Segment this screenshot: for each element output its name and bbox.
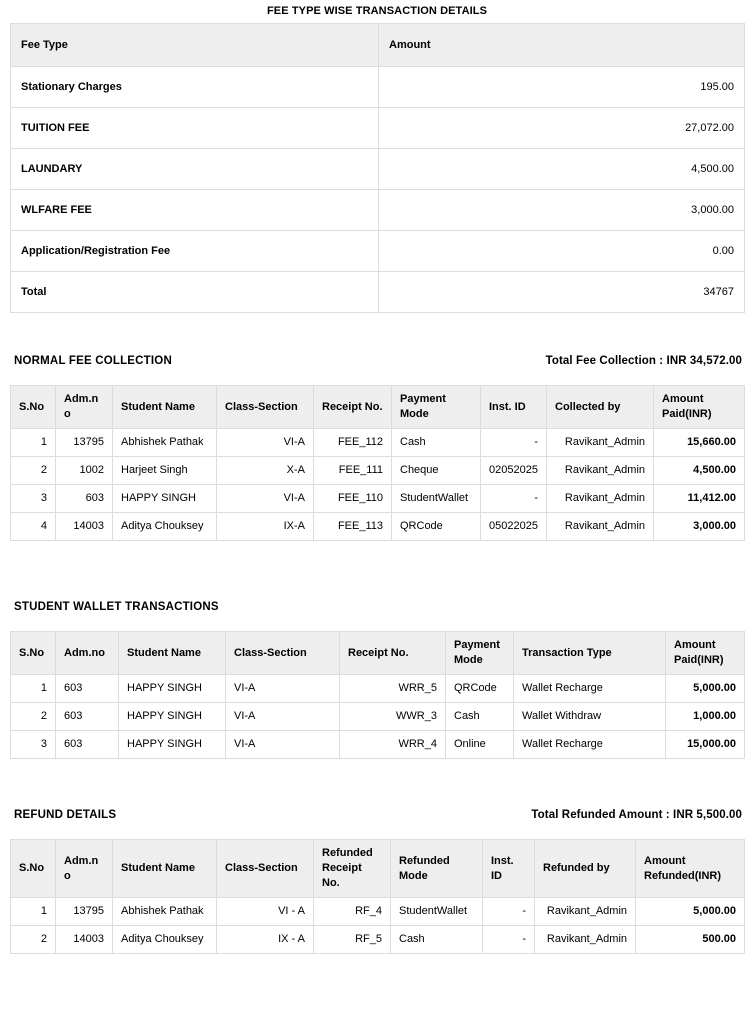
student-wallet-heading [0,601,754,613]
cell-receipt-no: FEE_112 [314,429,392,457]
col-header-receipt-no: Receipt No. [314,386,392,429]
table-row [11,731,745,759]
table-row [11,67,745,108]
cell-amount-paid: 15,000.00 [666,731,745,759]
col-header-student-name: Student Name [119,632,226,675]
cell-amount-paid: 1,000.00 [666,703,745,731]
cell-collected-by: Ravikant_Admin [547,485,654,513]
cell-amount: 4,500.00 [379,149,745,190]
section-title-student-wallet: STUDENT WALLET TRANSACTIONS [14,601,219,613]
normal-fee-collection-table [10,385,745,541]
cell-amount-paid: 4,500.00 [654,457,745,485]
col-header-admno: Adm.no [56,386,113,429]
col-header-sno: S.No [11,632,56,675]
col-header-refunded-by: Refunded by [535,840,636,898]
table-row [11,190,745,231]
spacer [0,821,754,839]
col-header-collected-by: Collected by [547,386,654,429]
cell-receipt-no: WRR_4 [340,731,446,759]
cell-class-section: VI - A [217,898,314,926]
cell-fee-type: Application/Registration Fee [11,231,379,272]
cell-collected-by: Ravikant_Admin [547,429,654,457]
cell-sno: 1 [11,898,56,926]
col-header-amount-paid-line2: Paid(INR) [662,408,712,420]
cell-receipt-no: FEE_111 [314,457,392,485]
cell-admno: 603 [56,703,119,731]
cell-class-section: VI-A [226,703,340,731]
cell-refunded-receipt-no: RF_4 [314,898,391,926]
col-header-payment-mode-line2: Mode [400,408,429,420]
refund-table-head [11,840,745,898]
col-header-amount-paid [666,632,745,675]
col-header-fee-type: Fee Type [11,24,379,67]
cell-payment-mode: Cash [392,429,481,457]
student-wallet-table-body [11,675,745,759]
col-header-payment-mode-line1: Payment [454,639,500,651]
col-header-refunded-mode [391,840,483,898]
col-header-student-name: Student Name [113,840,217,898]
col-header-payment-mode-line2: Mode [454,654,483,666]
col-header-class-section: Class-Section [226,632,340,675]
cell-payment-mode: Online [446,731,514,759]
normal-fee-collection-heading [0,355,754,367]
cell-transaction-type: Wallet Recharge [514,731,666,759]
table-row [11,513,745,541]
cell-class-section: VI-A [226,675,340,703]
col-header-refunded-receipt-no [314,840,391,898]
refund-table-wrap [0,839,754,954]
spacer [0,367,754,385]
col-header-payment-mode-line1: Payment [400,393,446,405]
cell-admno: 603 [56,485,113,513]
col-header-class-section: Class-Section [217,386,314,429]
cell-student-name: Aditya Chouksey [113,926,217,954]
cell-fee-type: WLFARE FEE [11,190,379,231]
cell-payment-mode: QRCode [392,513,481,541]
page-title: FEE TYPE WISE TRANSACTION DETAILS [266,5,488,17]
cell-class-section: IX-A [217,513,314,541]
cell-amount-paid: 3,000.00 [654,513,745,541]
cell-transaction-type: Wallet Withdraw [514,703,666,731]
spacer [0,613,754,631]
cell-transaction-type: Wallet Recharge [514,675,666,703]
table-row [11,898,745,926]
normal-fee-table-body [11,429,745,541]
cell-sno: 2 [11,457,56,485]
total-refunded-amount-label: Total Refunded Amount : INR 5,500.00 [531,809,742,821]
table-row-total [11,272,745,313]
cell-amount-paid: 11,412.00 [654,485,745,513]
normal-fee-table-head [11,386,745,429]
fee-type-table-wrap [0,23,754,313]
cell-sno: 2 [11,703,56,731]
cell-fee-type: Stationary Charges [11,67,379,108]
cell-sno: 3 [11,731,56,759]
cell-inst-id: - [481,485,547,513]
cell-amount-paid: 15,660.00 [654,429,745,457]
col-header-amount: Amount [379,24,745,67]
col-header-amount-paid-line1: Amount [674,639,716,651]
cell-student-name: Abhishek Pathak [113,429,217,457]
cell-payment-mode: Cash [446,703,514,731]
cell-class-section: IX - A [217,926,314,954]
cell-class-section: VI-A [217,485,314,513]
col-header-receipt-no: Receipt No. [340,632,446,675]
col-header-sno: S.No [11,840,56,898]
cell-receipt-no: WWR_3 [340,703,446,731]
cell-amount-refunded: 500.00 [636,926,745,954]
total-fee-collection-label: Total Fee Collection : INR 34,572.00 [545,355,742,367]
col-header-admno: Adm.no [56,632,119,675]
cell-student-name: HAPPY SINGH [119,675,226,703]
col-header-refunded-receipt-line2: Receipt No. [322,862,362,889]
cell-admno: 603 [56,731,119,759]
section-title-normal-fee: NORMAL FEE COLLECTION [14,355,172,367]
col-header-payment-mode [392,386,481,429]
col-header-refunded-receipt-line1: Refunded [322,847,373,859]
col-header-amount-paid [654,386,745,429]
table-row [11,429,745,457]
col-header-student-name: Student Name [113,386,217,429]
cell-refunded-receipt-no: RF_5 [314,926,391,954]
table-header-row [11,632,745,675]
student-wallet-table-wrap [0,631,754,759]
cell-refunded-by: Ravikant_Admin [535,898,636,926]
table-header-row [11,24,745,67]
cell-sno: 2 [11,926,56,954]
cell-admno: 14003 [56,926,113,954]
cell-class-section: VI-A [217,429,314,457]
cell-sno: 1 [11,429,56,457]
cell-amount: 195.00 [379,67,745,108]
cell-sno: 4 [11,513,56,541]
col-header-amount-paid-line2: Paid(INR) [674,654,724,666]
table-header-row [11,386,745,429]
col-header-sno: S.No [11,386,56,429]
cell-amount-total: 34767 [379,272,745,313]
table-row [11,675,745,703]
col-header-amount-refunded [636,840,745,898]
fee-type-table-head [11,24,745,67]
cell-student-name: Harjeet Singh [113,457,217,485]
cell-collected-by: Ravikant_Admin [547,457,654,485]
cell-admno: 1002 [56,457,113,485]
col-header-refunded-mode-line2: Mode [399,869,428,882]
cell-inst-id: - [483,926,535,954]
section-title-refund-details: REFUND DETAILS [14,809,117,821]
cell-payment-mode: StudentWallet [392,485,481,513]
table-row [11,926,745,954]
col-header-admno: Adm.no [56,840,113,898]
cell-refunded-mode: Cash [391,926,483,954]
cell-admno: 14003 [56,513,113,541]
table-row [11,457,745,485]
cell-admno: 603 [56,675,119,703]
cell-student-name: HAPPY SINGH [113,485,217,513]
cell-fee-type: LAUNDARY [11,149,379,190]
cell-receipt-no: FEE_110 [314,485,392,513]
cell-refunded-by: Ravikant_Admin [535,926,636,954]
student-wallet-table-head [11,632,745,675]
col-header-amount-refunded-line1: Amount [644,854,686,867]
spacer [0,313,754,355]
cell-sno: 3 [11,485,56,513]
cell-amount-refunded: 5,000.00 [636,898,745,926]
cell-student-name: Abhishek Pathak [113,898,217,926]
cell-inst-id: - [483,898,535,926]
cell-amount: 0.00 [379,231,745,272]
col-header-payment-mode [446,632,514,675]
cell-sno: 1 [11,675,56,703]
cell-payment-mode: Cheque [392,457,481,485]
spacer [0,759,754,809]
table-row [11,703,745,731]
refund-details-table [10,839,745,954]
col-header-refunded-mode-line1: Refunded [399,854,450,867]
cell-class-section: VI-A [226,731,340,759]
cell-refunded-mode: StudentWallet [391,898,483,926]
table-row [11,149,745,190]
cell-payment-mode: QRCode [446,675,514,703]
cell-fee-type: TUITION FEE [11,108,379,149]
cell-admno: 13795 [56,429,113,457]
cell-collected-by: Ravikant_Admin [547,513,654,541]
col-header-amount-refunded-line2: Refunded(INR) [644,869,721,882]
col-header-amount-paid-line1: Amount [662,393,704,405]
cell-student-name: Aditya Chouksey [113,513,217,541]
cell-amount: 3,000.00 [379,190,745,231]
cell-receipt-no: WRR_5 [340,675,446,703]
fee-type-wise-table [10,23,745,313]
table-row [11,108,745,149]
refund-details-heading [0,809,754,821]
cell-inst-id: - [481,429,547,457]
col-header-class-section: Class-Section [217,840,314,898]
cell-student-name: HAPPY SINGH [119,731,226,759]
cell-inst-id: 02052025 [481,457,547,485]
fee-type-table-body [11,67,745,313]
cell-fee-type-total-label: Total [11,272,379,313]
normal-fee-table-wrap [0,385,754,541]
col-header-inst-id: Inst. ID [483,840,535,898]
table-header-row [11,840,745,898]
student-wallet-transactions-table [10,631,745,759]
cell-class-section: X-A [217,457,314,485]
cell-inst-id: 05022025 [481,513,547,541]
cell-admno: 13795 [56,898,113,926]
col-header-transaction-type: Transaction Type [514,632,666,675]
cell-amount: 27,072.00 [379,108,745,149]
table-row [11,231,745,272]
cell-amount-paid: 5,000.00 [666,675,745,703]
cell-receipt-no: FEE_113 [314,513,392,541]
cell-student-name: HAPPY SINGH [119,703,226,731]
col-header-inst-id: Inst. ID [481,386,547,429]
table-row [11,485,745,513]
refund-table-body [11,898,745,954]
spacer [0,541,754,601]
